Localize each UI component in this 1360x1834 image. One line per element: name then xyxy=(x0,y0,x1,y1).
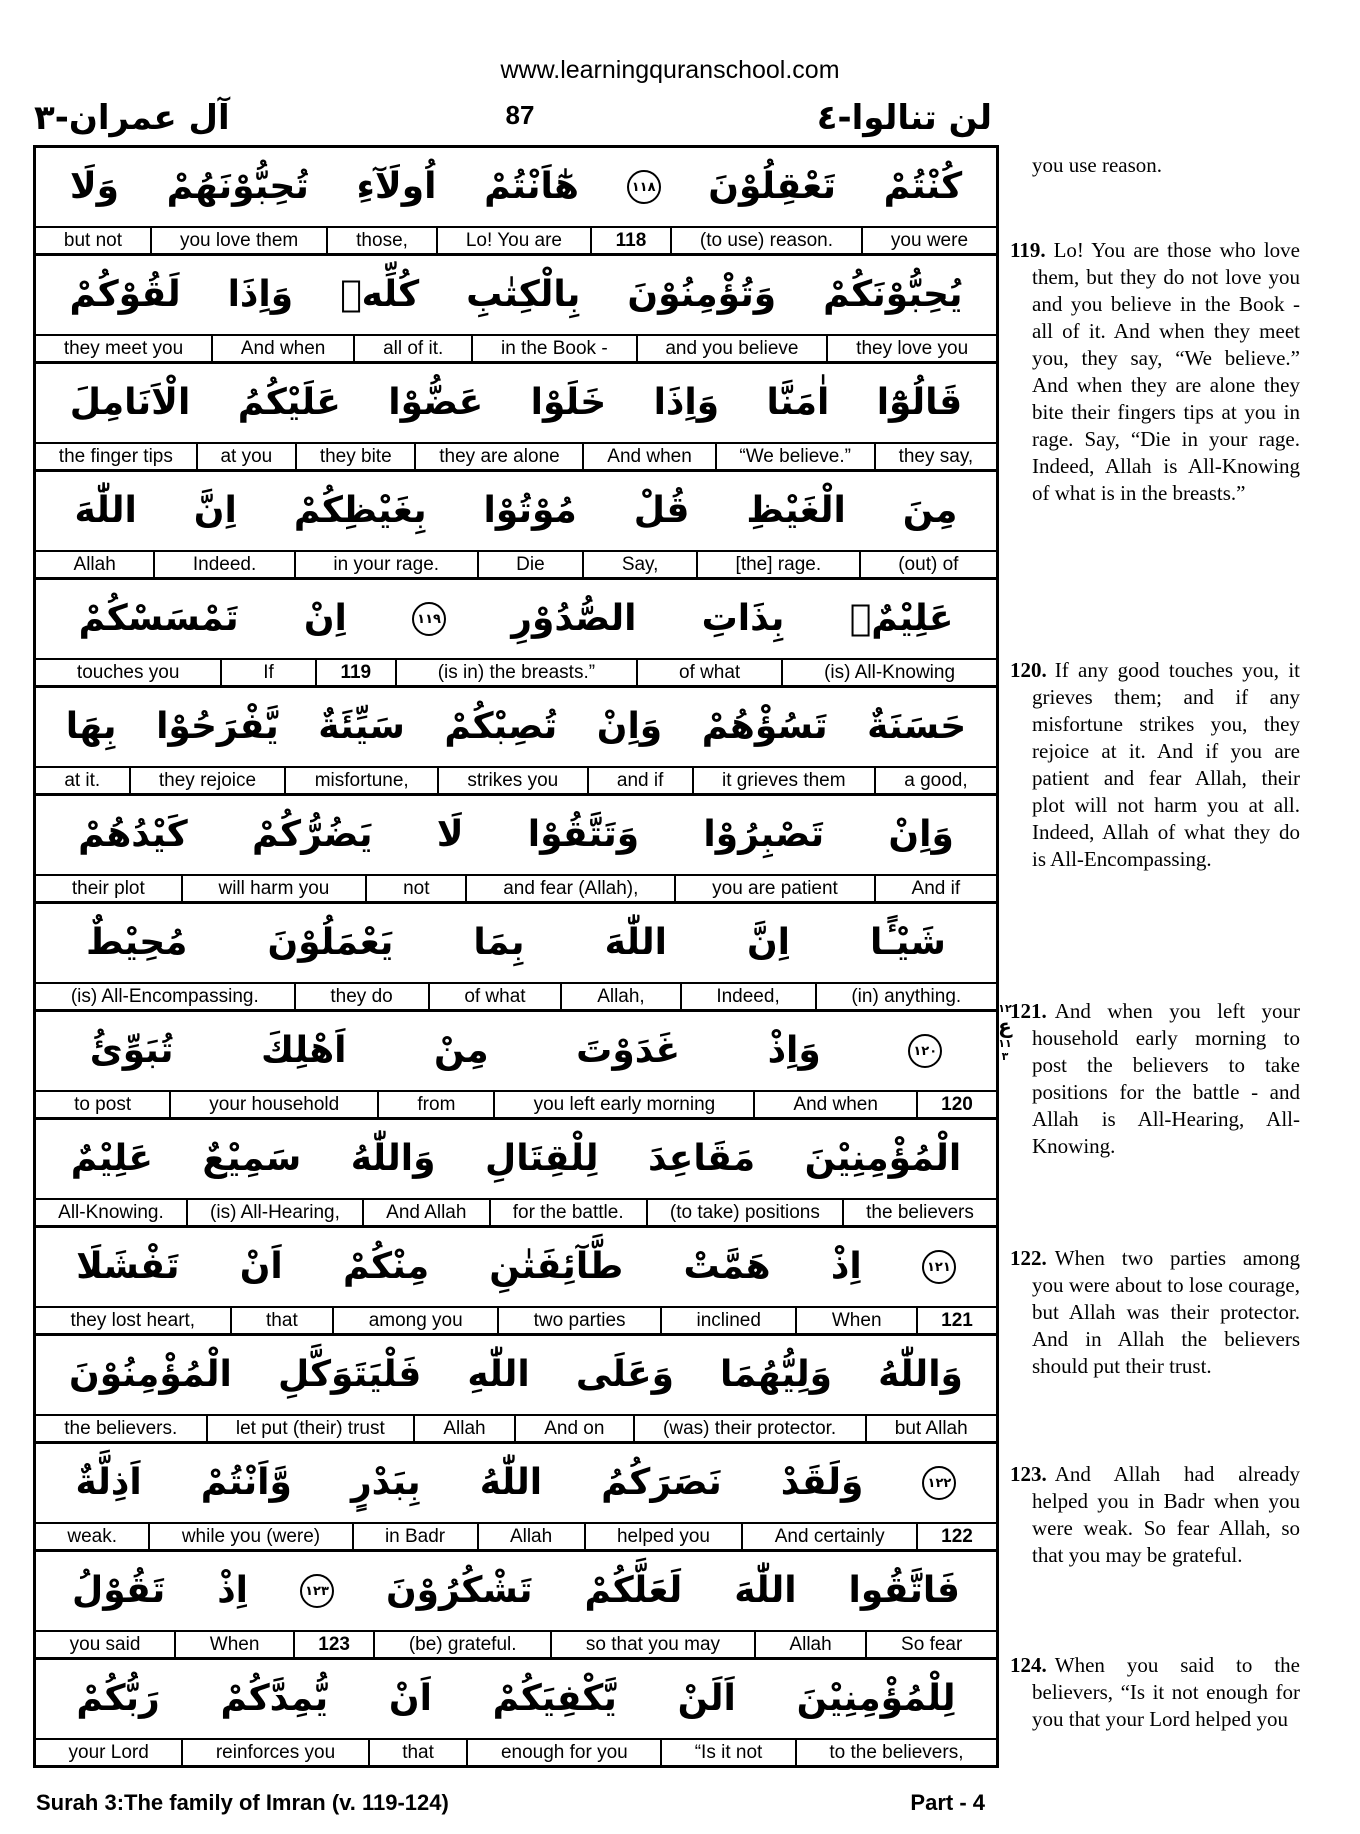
arabic-word: وَتُؤْمِنُوْنَ xyxy=(627,274,777,315)
english-word-cell: Indeed. xyxy=(155,552,296,577)
arabic-row xyxy=(36,364,996,444)
ayah-end-marker: ١٢٢ xyxy=(922,1466,956,1500)
english-word-cell: So fear xyxy=(901,1634,963,1655)
english-word-cell: (in) anything. xyxy=(851,986,962,1007)
english-word-cell: If xyxy=(222,660,316,685)
arabic-word: لِلْقِتَالِ xyxy=(484,1138,599,1179)
arabic-word: وَّاَنْتُمْ xyxy=(200,1462,292,1503)
arabic-word: وَلِيُّهُمَا xyxy=(720,1354,833,1395)
english-row xyxy=(36,768,996,796)
ruku-bottom-number: ٣ xyxy=(1001,1050,1009,1063)
english-word-cell: from xyxy=(379,1092,495,1117)
english-word-cell: of what xyxy=(430,984,563,1009)
arabic-word: تَسُؤْهُمْ xyxy=(701,706,828,747)
arabic-word: وَاللّٰهُ xyxy=(878,1354,963,1395)
arabic-word: اِنَّ xyxy=(746,922,791,963)
english-row xyxy=(36,1092,996,1120)
arabic-row xyxy=(36,472,996,552)
english-word-cell: (to use) reason. xyxy=(672,228,863,253)
arabic-row xyxy=(36,1336,996,1416)
english-word-cell: a good, xyxy=(904,770,968,791)
juz-name-arabic: لن تنالوا-٤ xyxy=(816,98,992,138)
english-word-cell: And when xyxy=(755,1092,918,1117)
arabic-row xyxy=(36,1012,996,1092)
english-word-cell: those, xyxy=(328,228,438,253)
verse-number-cell: 120 xyxy=(941,1094,973,1115)
ayah-end-marker: ١١٩ xyxy=(412,602,446,636)
arabic-word: وَاِذَا xyxy=(653,382,720,423)
english-row xyxy=(36,336,996,364)
english-row xyxy=(36,1632,996,1660)
english-row xyxy=(36,1200,996,1228)
verse-block xyxy=(36,1012,996,1120)
arabic-word: اللّٰهِ xyxy=(467,1354,530,1395)
verse-block xyxy=(36,904,996,1012)
english-word-cell: for the battle. xyxy=(491,1200,648,1225)
english-word-cell: (was) their protector. xyxy=(635,1416,867,1441)
verse-number: 120. xyxy=(1010,658,1047,682)
english-word-cell: reinforces you xyxy=(183,1740,369,1765)
english-word-cell: strikes you xyxy=(439,768,588,793)
english-row xyxy=(36,876,996,904)
verse-number: 124. xyxy=(1010,1653,1047,1677)
english-row xyxy=(36,552,996,580)
english-word-cell: they lost heart, xyxy=(36,1308,232,1333)
english-word-cell: in the Book - xyxy=(473,336,637,361)
arabic-word: اِنْ xyxy=(303,598,347,639)
english-word-cell: they bite xyxy=(297,444,416,469)
arabic-word: يَعْمَلُوْنَ xyxy=(267,922,394,963)
arabic-word: تُحِبُّوْنَهُمْ xyxy=(166,166,309,207)
verse-block xyxy=(36,796,996,904)
english-word-cell: (is) All-Knowing xyxy=(824,662,956,683)
arabic-word: اِذْ xyxy=(830,1246,862,1287)
english-word-cell: And when xyxy=(584,444,716,469)
ayah-end-marker: ١١٨ xyxy=(627,170,661,204)
verse-block xyxy=(36,1552,996,1660)
english-word-cell: you love them xyxy=(152,228,328,253)
arabic-word: مِنْكُمْ xyxy=(342,1246,430,1287)
arabic-word: وَلَا xyxy=(69,166,119,207)
ruku-letter: ع xyxy=(998,1014,1012,1038)
verse-number: 121. xyxy=(1010,999,1047,1023)
arabic-row xyxy=(36,796,996,876)
verse-block xyxy=(36,148,996,256)
english-word-cell: inclined xyxy=(662,1308,797,1333)
arabic-word: طَّآئِفَتٰنِ xyxy=(489,1246,624,1287)
arabic-row xyxy=(36,580,996,660)
english-word-cell: the believers. xyxy=(36,1416,208,1441)
english-word-cell: And Allah xyxy=(364,1200,491,1225)
english-word-cell: in Badr xyxy=(354,1524,479,1549)
english-word-cell: And certainly xyxy=(743,1524,918,1549)
arabic-word: تُصِبْكُمْ xyxy=(444,706,558,747)
arabic-row xyxy=(36,904,996,984)
arabic-word: وَتَتَّقُوْا xyxy=(527,814,640,855)
english-word-cell: you are patient xyxy=(676,876,875,901)
arabic-word: الْمُؤْمِنِيْنَ xyxy=(804,1138,962,1179)
arabic-word: عَلِيْمٌۢ xyxy=(849,598,954,639)
english-word-cell: they rejoice xyxy=(131,768,287,793)
english-row xyxy=(36,984,996,1012)
arabic-word: اَنْ xyxy=(388,1678,432,1719)
english-word-cell: weak. xyxy=(36,1524,150,1549)
english-word-cell: And if xyxy=(911,878,961,899)
arabic-word: تَعْقِلُوْنَ xyxy=(708,166,836,207)
arabic-word: بِهَا xyxy=(65,706,117,747)
arabic-word: اللّٰهُ xyxy=(479,1462,543,1503)
arabic-word: فَاتَّقُوا xyxy=(848,1570,960,1611)
english-word-cell: All-Knowing. xyxy=(36,1200,188,1225)
arabic-word: بِمَا xyxy=(473,922,525,963)
verse-number: 122. xyxy=(1010,1246,1047,1270)
english-word-cell: all of it. xyxy=(355,336,473,361)
arabic-word: لَعَلَّكُمْ xyxy=(584,1570,683,1611)
english-word-cell: to post xyxy=(36,1092,171,1117)
english-word-cell: Die xyxy=(479,552,585,577)
verse-block xyxy=(36,1660,996,1765)
arabic-word: يَّفْرَحُوْا xyxy=(156,706,279,747)
english-word-cell: “We believe.” xyxy=(717,444,876,469)
english-word-cell: Allah xyxy=(415,1416,516,1441)
arabic-word: مِنْ xyxy=(433,1030,489,1071)
verse-number-cell: 121 xyxy=(941,1310,973,1331)
english-word-cell: your household xyxy=(171,1092,379,1117)
arabic-word: بِغَيْظِكُمْ xyxy=(293,490,427,531)
english-word-cell: you were xyxy=(890,230,969,251)
english-word-cell: their plot xyxy=(36,876,183,901)
verse-number-cell: 122 xyxy=(941,1526,973,1547)
arabic-word: بِذَاتِ xyxy=(701,598,785,639)
english-word-cell: Allah, xyxy=(562,984,681,1009)
english-word-cell: to the believers, xyxy=(829,1742,964,1763)
arabic-word: تَصْبِرُوْا xyxy=(703,814,825,855)
arabic-word: لِلْمُؤْمِنِيْنَ xyxy=(796,1678,956,1719)
english-word-cell: touches you xyxy=(36,660,222,685)
arabic-word: عَضُّوْا xyxy=(388,382,484,423)
english-row xyxy=(36,1740,996,1765)
verse-block xyxy=(36,472,996,580)
arabic-word: تَمْسَسْكُمْ xyxy=(78,598,239,639)
english-word-cell: Indeed, xyxy=(682,984,817,1009)
english-word-cell: so that you may xyxy=(552,1632,756,1657)
translation-text: If any good touches you, it grieves them; and if any misfortune strikes you, they rejoice at it. And if you are patient and fear Allah, their plot will not harm you at all. Indeed, Allah of what they do is All-Encompassing. xyxy=(1032,658,1300,871)
english-word-cell: Allah xyxy=(36,552,155,577)
english-word-cell: you said xyxy=(36,1632,176,1657)
arabic-word: اللّٰهَ xyxy=(734,1570,797,1611)
arabic-word: مُحِيْطٌ xyxy=(85,922,188,963)
arabic-row xyxy=(36,1444,996,1524)
arabic-word: سَيِّئَةٌ xyxy=(318,706,405,747)
english-word-cell: “Is it not xyxy=(662,1740,797,1765)
arabic-word: وَاِنْ xyxy=(596,706,663,747)
translation-text: When you said to the believers, “Is it not enough for you that your Lord helped you xyxy=(1032,1653,1300,1731)
word-by-word-table xyxy=(33,145,999,1768)
arabic-word: حَسَنَةٌ xyxy=(867,706,967,747)
english-word-cell: (is) All-Hearing, xyxy=(188,1200,364,1225)
arabic-word: لَقُوْكُمْ xyxy=(69,274,181,315)
translation-para-124 xyxy=(1010,1652,1300,1733)
verse-number-cell: 118 xyxy=(592,228,672,253)
footer-surah-title: Surah 3:The family of Imran (v. 119-124) xyxy=(36,1790,449,1815)
verse-block xyxy=(36,1120,996,1228)
ayah-end-marker: ١٢١ xyxy=(922,1250,956,1284)
translation-para-122 xyxy=(1010,1245,1300,1380)
english-row xyxy=(36,1308,996,1336)
arabic-word: تَشْكُرُوْنَ xyxy=(385,1570,533,1611)
arabic-word: مِنَ xyxy=(902,490,958,531)
english-row xyxy=(36,1524,996,1552)
english-word-cell: they are alone xyxy=(416,444,584,469)
surah-name-arabic: آل عمران-٣ xyxy=(34,98,230,138)
arabic-word: اٰمَنَّا xyxy=(766,382,830,423)
arabic-word: سَمِيْعٌ xyxy=(202,1138,302,1179)
english-word-cell: of what xyxy=(638,660,783,685)
english-word-cell: Lo! You are xyxy=(438,228,592,253)
english-word-cell: it grieves them xyxy=(694,768,876,793)
arabic-word: عَلِيْمٌ xyxy=(70,1138,153,1179)
english-word-cell: the believers xyxy=(866,1202,974,1223)
arabic-word: اِنَّ xyxy=(193,490,237,531)
english-word-cell: they do xyxy=(296,984,430,1009)
ayah-end-marker: ١٢٣ xyxy=(300,1574,334,1608)
arabic-word: يُّمِدَّكُمْ xyxy=(220,1678,329,1719)
arabic-word: الْاَنَامِلَ xyxy=(69,382,191,423)
verse-block xyxy=(36,1228,996,1336)
arabic-word: شَيْـًٔا xyxy=(870,922,946,963)
translation-text: And when you left your household early morning to post the believers to take positions for the battle - and Allah is All-Hearing, All-Knowing. xyxy=(1032,999,1300,1158)
english-word-cell: you left early morning xyxy=(495,1092,755,1117)
arabic-row xyxy=(36,1552,996,1632)
translation-para-119 xyxy=(1010,237,1300,507)
arabic-word: غَدَوْتَ xyxy=(576,1030,681,1071)
english-word-cell: When xyxy=(176,1632,295,1657)
arabic-word: الْمُؤْمِنُوْنَ xyxy=(69,1354,232,1395)
arabic-word: اللّٰهَ xyxy=(74,490,137,531)
english-word-cell: your Lord xyxy=(36,1740,183,1765)
arabic-row xyxy=(36,688,996,768)
arabic-word: اِذْ xyxy=(217,1570,249,1611)
english-word-cell: Allah xyxy=(479,1524,586,1549)
verse-block xyxy=(36,1444,996,1552)
translation-para-120 xyxy=(1010,657,1300,873)
english-word-cell: that xyxy=(370,1740,469,1765)
verse-block xyxy=(36,1336,996,1444)
verse-block xyxy=(36,688,996,796)
arabic-row xyxy=(36,1660,996,1740)
arabic-word: نَصَرَكُمُ xyxy=(601,1462,722,1503)
arabic-word: مُوْتُوْا xyxy=(483,490,577,531)
arabic-word: بِالْكِتٰبِ xyxy=(466,274,581,315)
english-word-cell: and if xyxy=(589,768,694,793)
arabic-word: اَنْ xyxy=(239,1246,283,1287)
verse-number-cell: 119 xyxy=(317,660,397,685)
english-row xyxy=(36,1416,996,1444)
english-word-cell: Allah xyxy=(756,1632,868,1657)
arabic-word: اللّٰهَ xyxy=(604,922,667,963)
verse-number: 119. xyxy=(1010,238,1046,262)
english-word-cell: at you xyxy=(198,444,297,469)
arabic-word: الْغَيْظِ xyxy=(746,490,846,531)
english-word-cell: while you (were) xyxy=(150,1524,353,1549)
arabic-word: هٰٓاَنْتُمْ xyxy=(484,166,579,207)
english-word-cell: and you believe xyxy=(638,336,829,361)
verse-block xyxy=(36,364,996,472)
english-word-cell: they love you xyxy=(856,338,969,359)
arabic-row xyxy=(36,1228,996,1308)
english-row xyxy=(36,228,996,256)
arabic-word: وَلَقَدْ xyxy=(780,1462,864,1503)
translation-text: And Allah had already helped you in Badr when you were weak. So fear Allah, so that you may be grateful. xyxy=(1032,1462,1300,1567)
english-word-cell: but Allah xyxy=(894,1418,968,1439)
arabic-word: تَقُوْلُ xyxy=(71,1570,166,1611)
english-word-cell: let put (their) trust xyxy=(208,1416,415,1441)
arabic-word: يَضُرُّكُمْ xyxy=(251,814,373,855)
verse-number-cell: 123 xyxy=(295,1632,375,1657)
english-word-cell: Say, xyxy=(584,552,698,577)
english-word-cell: will harm you xyxy=(183,876,368,901)
english-word-cell: [the] rage. xyxy=(698,552,861,577)
english-word-cell: the finger tips xyxy=(36,444,198,469)
arabic-word: عَلَيْكُمُ xyxy=(237,382,341,423)
arabic-word: الصُّدُوْرِ xyxy=(511,598,637,639)
english-word-cell: And when xyxy=(213,336,355,361)
english-word-cell: two parties xyxy=(499,1308,662,1333)
arabic-row xyxy=(36,256,996,336)
arabic-word: تَفْشَلَا xyxy=(76,1246,180,1287)
english-row xyxy=(36,660,996,688)
english-word-cell: helped you xyxy=(586,1524,744,1549)
arabic-row xyxy=(36,148,996,228)
translation-text: you use reason. xyxy=(1032,153,1163,177)
arabic-word: وَاللّٰهُ xyxy=(350,1138,436,1179)
english-word-cell: among you xyxy=(334,1308,499,1333)
english-word-cell: in your rage. xyxy=(296,552,479,577)
ayah-end-marker: ١٢٠ xyxy=(908,1034,942,1068)
arabic-word: وَعَلَى xyxy=(575,1354,674,1395)
english-word-cell: and fear (Allah), xyxy=(467,876,676,901)
english-word-cell: enough for you xyxy=(468,1740,662,1765)
arabic-word: رَبُّكُمْ xyxy=(76,1678,160,1719)
english-word-cell: they meet you xyxy=(36,336,213,361)
arabic-word: كُنْتُمْ xyxy=(883,166,963,207)
verse-block xyxy=(36,256,996,364)
arabic-word: هَمَّتْ xyxy=(683,1246,771,1287)
arabic-word: اَذِلَّةٌ xyxy=(75,1462,142,1503)
english-word-cell: (is in) the breasts.” xyxy=(397,660,638,685)
arabic-word: يُحِبُّوْنَكُمْ xyxy=(823,274,963,315)
translation-text: Lo! You are those who love them, but they do not love you and you believe in the Book - all of it. And when they meet you, they say, “We believe.” And when they are alone they bite their fingers tips at you in rage. Say, “Die in your rage. Indeed, Allah is All-Knowing of what is in the breasts.” xyxy=(1032,238,1300,505)
english-word-cell: misfortune, xyxy=(286,768,439,793)
english-row xyxy=(36,444,996,472)
arabic-word: قَالُوْٓا xyxy=(876,382,963,423)
arabic-word: خَلَوْا xyxy=(530,382,607,423)
english-word-cell: not xyxy=(367,876,467,901)
arabic-word: وَاِذَا xyxy=(227,274,294,315)
arabic-word: وَاِنْ xyxy=(888,814,954,855)
english-word-cell: When xyxy=(797,1308,918,1333)
english-word-cell: (to take) positions xyxy=(648,1200,844,1225)
verse-block xyxy=(36,580,996,688)
arabic-word: كُلِّهٖ xyxy=(340,274,420,315)
arabic-word: يَّكْفِيَكُمْ xyxy=(492,1678,617,1719)
translation-para-123 xyxy=(1010,1461,1300,1569)
website-url[interactable]: www.learningquranschool.com xyxy=(500,56,840,84)
translation-para-121 xyxy=(1010,998,1300,1160)
arabic-row xyxy=(36,1120,996,1200)
arabic-word: بِبَدْرٍ xyxy=(350,1462,421,1503)
translation-para-0 xyxy=(1010,152,1300,179)
page-number: 87 xyxy=(505,100,535,130)
arabic-word: تُبَوِّئُ xyxy=(89,1030,174,1071)
arabic-word: اُولَآءِ xyxy=(356,166,437,207)
ruku-top-number: ١٢ xyxy=(998,1002,1012,1015)
footer-part-label: Part - 4 xyxy=(910,1790,985,1815)
english-word-cell: And on xyxy=(516,1416,635,1441)
arabic-word: اَهْلِكَ xyxy=(260,1030,347,1071)
english-word-cell: (be) grateful. xyxy=(375,1632,552,1657)
arabic-word: فَلْيَتَوَكَّلِ xyxy=(277,1354,422,1395)
translation-text: When two parties among you were about to lose courage, but Allah was their protector. And in Allah the believers should put their trust. xyxy=(1032,1246,1300,1378)
english-word-cell: that xyxy=(232,1308,335,1333)
arabic-word: كَيْدُهُمْ xyxy=(78,814,188,855)
arabic-word: اَلَنْ xyxy=(677,1678,736,1719)
english-word-cell: (out) of xyxy=(898,554,959,575)
english-word-cell: they say, xyxy=(898,446,974,467)
english-word-cell: but not xyxy=(36,228,152,253)
english-word-cell: at it. xyxy=(36,768,131,793)
arabic-word: قُلْ xyxy=(633,490,690,531)
arabic-word: مَقَاعِدَ xyxy=(648,1138,756,1179)
ruku-middle-number: ١١ xyxy=(998,1037,1012,1050)
arabic-word: لَا xyxy=(436,814,464,855)
english-word-cell: (is) All-Encompassing. xyxy=(36,984,296,1009)
arabic-word: وَاِذْ xyxy=(767,1030,821,1071)
verse-number: 123. xyxy=(1010,1462,1047,1486)
